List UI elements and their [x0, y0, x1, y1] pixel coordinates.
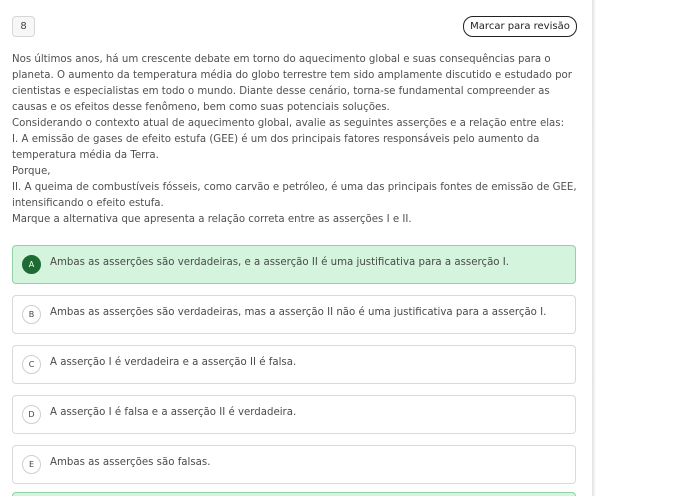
mark-for-review-button[interactable]: Marcar para revisão: [463, 16, 577, 37]
option-letter-badge: A: [22, 255, 41, 274]
stem-paragraph-instruction: Considerando o contexto atual de aquecimento global, avalie as seguintes asserções e a relação entre elas:: [12, 118, 565, 129]
stem-prompt: Marque a alternativa que apresenta a relação correta entre as asserções I e II.: [12, 214, 412, 225]
option-e[interactable]: [12, 445, 576, 484]
stem-connector: Porque,: [12, 166, 51, 177]
option-letter-badge: C: [22, 355, 41, 374]
option-c[interactable]: [12, 345, 576, 384]
option-a[interactable]: [12, 245, 576, 284]
stem-assertion-1: I. A emissão de gases de efeito estufa (GEE) é um dos principais fatores responsáveis pelo aumento da temperatura média da Terra.: [12, 134, 540, 161]
option-d[interactable]: [12, 395, 576, 434]
option-letter-badge: E: [22, 455, 41, 474]
panel-shadow: [592, 0, 596, 496]
option-letter-badge: B: [22, 305, 41, 324]
option-letter-badge: D: [22, 405, 41, 424]
option-text: A asserção I é verdadeira e a asserção II é falsa.: [50, 357, 297, 368]
option-text: Ambas as asserções são falsas.: [50, 457, 211, 468]
option-b[interactable]: [12, 295, 576, 334]
option-text: Ambas as asserções são verdadeiras, e a asserção II é uma justificativa para a asserção I.: [50, 257, 510, 268]
stem-paragraph-context: Nos últimos anos, há um crescente debate em torno do aquecimento global e suas consequências para o planeta. O aumento da temperatura média do globo terrestre tem sido amplamente discutido e estudado por cientistas e especialistas em todo o mundo. Diante desse cenário, torna-se fundamental compreender as causas e os efeitos desse fenômeno, bem como suas potenciais soluções.: [12, 54, 572, 113]
question-stem: [12, 52, 578, 228]
option-text: Ambas as asserções são verdadeiras, mas a asserção II não é uma justificativa para a asserção I.: [50, 307, 547, 318]
stem-assertion-2: II. A queima de combustíveis fósseis, como carvão e petróleo, é uma das principais fontes de emissão de GEE, intensificando o efeito estufa.: [12, 182, 577, 209]
option-text: A asserção I é falsa e a asserção II é verdadeira.: [50, 407, 297, 418]
next-element-peek: [12, 492, 576, 496]
question-number-badge: 8: [12, 16, 35, 37]
